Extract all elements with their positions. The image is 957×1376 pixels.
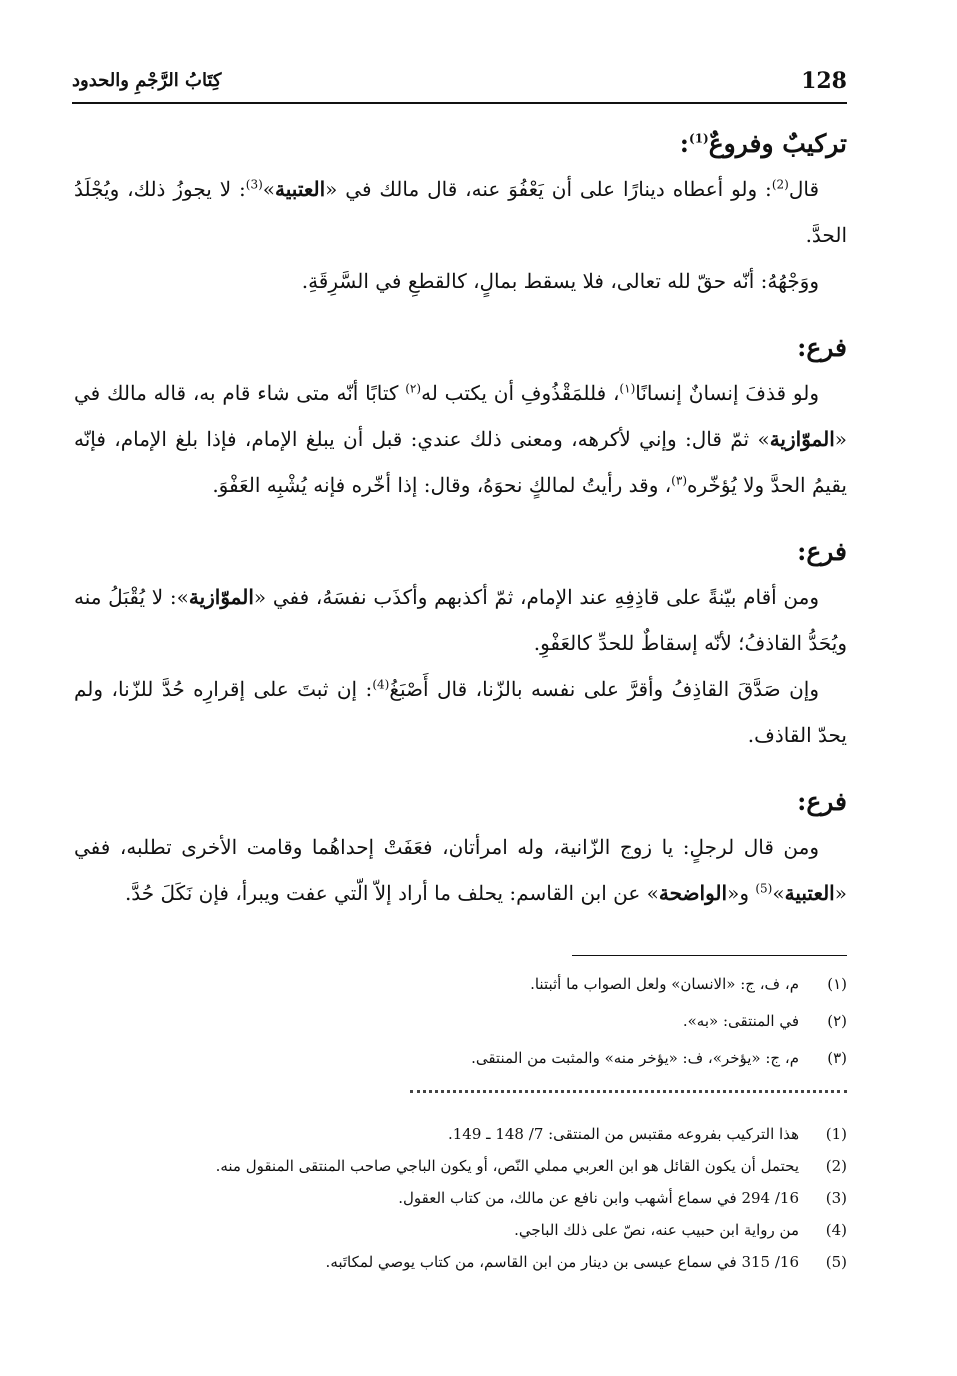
section-heading: فرع: <box>797 333 847 362</box>
book-title: العتبية <box>784 881 835 905</box>
footnote-ref: (2) <box>771 177 789 192</box>
page-header <box>72 62 847 104</box>
paragraph: ووَجْهُهُ: أنّه حقّ لله تعالى، فلا يسقط بمالٍ، كالقطعِ في السَّرِقَةِ. <box>301 269 819 293</box>
footnote-number: (5) <box>825 1253 847 1271</box>
paragraph: ومن قال لرجلٍ: يا زوج الزّانية، وله امرأتان، فعَفَتْ إحداهُما وقامت الأخرى تطلبه، ففي «العتبية»$^{(5)}$ و«الواضحة» عن ابن القاسم: يحلف ما أراد إلاّ الّتي عفت ويبرأ، فإن نَكَلَ حُدَّ. <box>74 835 847 905</box>
footnote <box>120 1003 847 1040</box>
page-number: 128 <box>801 68 847 94</box>
running-title: كِتَابُ الرَّجْمِ والحدود <box>72 70 222 91</box>
footnote-number: (2) <box>825 1157 847 1175</box>
footnote-number: (4) <box>825 1221 847 1239</box>
paragraph: وإن صَدَّقَ القاذِفُ وأقرَّ على نفسه بالزّنا، قال أَصْبَغُ$^{(4)}$: إن ثبتَ على إقرارِه حُدَّ للزّنا، ولم يحدّ القاذف. <box>74 677 847 747</box>
footnote-text: م، ف، ج: «الانسان» ولعل الصواب ما أثبتنا. <box>530 975 799 993</box>
footnote-ref: (3) <box>245 177 263 192</box>
dotted-separator <box>410 1090 847 1093</box>
paragraph: ومن أقام بيّنةً على قاذِفِهِ عند الإمام، ثمّ أكذبهم وأكذَب نفسَهُ، ففي «الموّازية»: لا يُقْبَلُ منه ويُحَدُّ القاذفُ؛ لأنّه إسقاطٌ للحدِّ كالعَفْوِ. <box>74 585 847 655</box>
manuscript-notes <box>120 966 847 1077</box>
section-heading: فرع: <box>797 787 847 816</box>
footnote-text: في المنتقى: «به». <box>682 1012 799 1030</box>
footnote <box>70 1214 847 1246</box>
book-title: الموّازية <box>769 427 835 451</box>
footnote-text: 16/ 294 في سماع أشهب وابن نافع عن مالك، من كتاب العقول. <box>398 1189 799 1207</box>
footnote <box>120 966 847 1003</box>
footnote-text: 16/ 315 في سماع عيسى بن دينار من ابن القاسم، من كتاب يوصي لمكاتَبه. <box>325 1253 799 1271</box>
footnote-number: (١) <box>827 975 847 993</box>
footnote-ref: (٣) <box>671 473 687 488</box>
footnote-text: م، ج: «يؤخر»، ف: «يؤخر منه» والمثبت من المنتقى. <box>471 1049 799 1067</box>
footnote-number: (3) <box>825 1189 847 1207</box>
footnote-rule <box>572 955 847 956</box>
footnote <box>120 1040 847 1077</box>
book-title: العتبية <box>275 177 326 201</box>
footnote-text: من رواية ابن حبيب عنه، نصّ على ذلك الباجي. <box>514 1221 799 1239</box>
footnote-number: (٣) <box>827 1049 847 1067</box>
paragraph: ولو قذفَ إنسانٌ إنسانًا$^{(١)}$، فللمَقْذُوفِ أن يكتب له$^{(٢)}$ كتابًا أنّه متى شاء قام به، قاله مالك في «الموّازية» ثمّ قال: وإني لأكرهه، ومعنى ذلك عندي: قبل أن يبلغ الإمام، فإذا بلغ الإمام، فإنّه يقيمُ الحدَّ ولا يُؤخّره$^{(٣)}$، وقد رأيتُ لمالكٍ نحوَهُ، وقال: إذا أخّره فإنه يُشْبِه العَفْوَ. <box>74 381 848 497</box>
footnote-ref: (1) <box>689 131 709 146</box>
book-title: الموّازية <box>188 585 254 609</box>
footnote-number: (٢) <box>827 1012 847 1030</box>
footnote-ref: (١) <box>619 381 636 396</box>
footnote-ref: (٢) <box>405 381 422 396</box>
footnote-number: (1) <box>825 1125 847 1143</box>
footnote <box>70 1118 847 1150</box>
footnote-text: يحتمل أن يكون القائل هو ابن العربي مملي النّص، أو يكون الباجي صاحب المنتقى المنقول منه. <box>215 1157 799 1175</box>
footnote-ref: (4) <box>372 677 390 692</box>
book-title: الواضحة <box>658 881 728 905</box>
footnote <box>70 1182 847 1214</box>
footnote <box>70 1150 847 1182</box>
paragraph: قال$^{(2)}$: ولو أعطاه دينارًا على أن يَعْفُوَ عنه، قال مالك في «العتبية»$^{(3)}$: لا يجوزُ ذلك، ويُجْلَدُ الحدَّ. <box>74 177 847 247</box>
footnote <box>70 1246 847 1278</box>
section-heading: فرع: <box>797 537 847 566</box>
footnote-text: هذا التركيب بفروعه مقتبس من المنتقى: 7/ 148 ـ 149. <box>447 1125 799 1143</box>
footnote-ref: (5) <box>755 881 773 896</box>
main-text <box>74 118 847 916</box>
editor-notes <box>70 1118 847 1278</box>
section-heading: تركيبٌ وفروعٌ$^{(1)}$: <box>679 129 847 158</box>
